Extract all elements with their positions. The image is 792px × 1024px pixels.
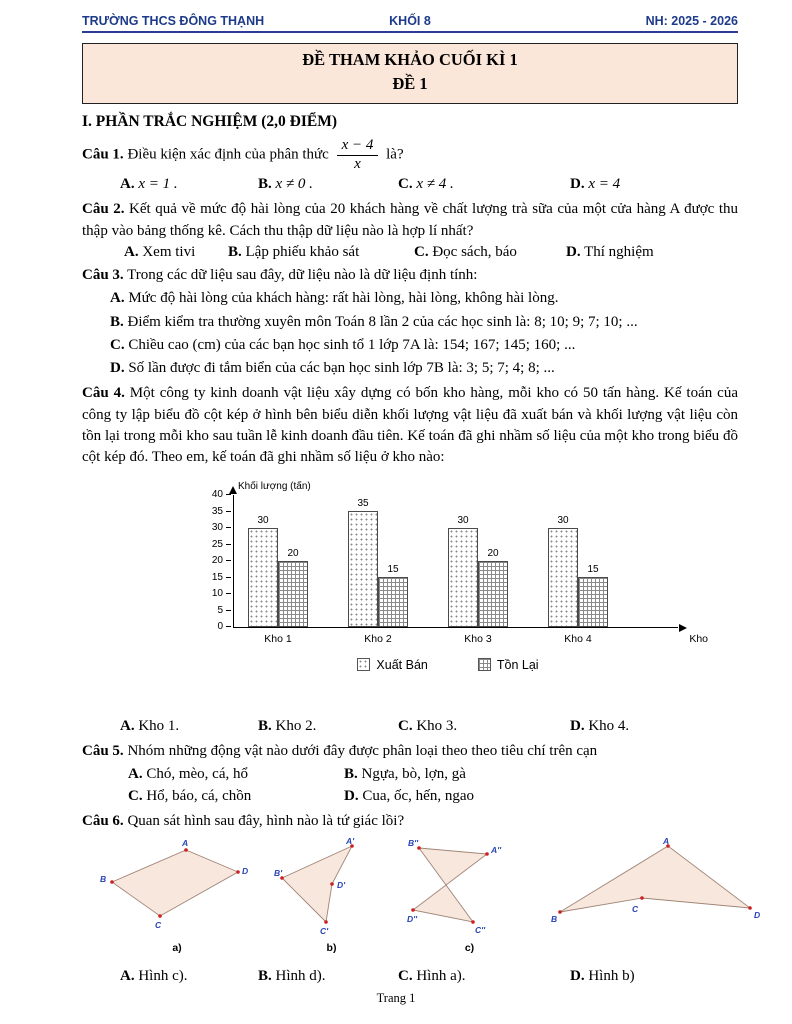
option-a-text: Xem tivi	[142, 243, 196, 260]
bar	[548, 514, 578, 627]
vertex-label: B	[551, 914, 558, 925]
bar	[448, 514, 478, 627]
option-d-label: D.	[110, 360, 125, 377]
option-b-label: B.	[110, 313, 124, 330]
option-c-text: Kho 3.	[416, 717, 458, 734]
option-d-label: D.	[344, 787, 359, 804]
y-tick: 10	[195, 588, 231, 600]
vertex-label: D	[242, 866, 249, 877]
figure-a-block	[98, 838, 256, 954]
exam-title-box	[82, 43, 738, 104]
option-a	[120, 718, 258, 735]
bar-value-label: 15	[387, 564, 399, 576]
option-d-label: D.	[566, 243, 581, 260]
legend-item	[478, 658, 539, 672]
option-d-text: Số lần được đi tắm biển của các bạn học sinh lớp 7B là: 3; 5; 7; 4; 8; ...	[128, 360, 555, 377]
option-b	[228, 244, 414, 261]
option-b	[344, 766, 738, 783]
x-axis-arrow	[679, 624, 687, 632]
school-name: TRƯỜNG THCS ĐÔNG THẠNH	[82, 14, 265, 28]
vertex-label: C''	[475, 925, 486, 936]
category-label: Kho 1	[264, 632, 292, 645]
option-c-label: C.	[398, 968, 413, 985]
question-4-text: Một công ty kinh doanh vật liệu xây dựng có bốn kho hàng, mỗi kho có 50 tấn hàng. Kế toán của công ty lập biểu đồ cột kép ở hình bên biểu diễn khối lượng vật liệu đã xuất bán và khối lượng vật liệu còn tồn lại trong mỗi kho sau tuần lễ kinh doanh đầu tiên. Kế toán đã ghi nhầm số liệu của một kho trong biểu đồ cột kép đó. Theo em, kế toán đã ghi nhầm số liệu ở kho nào:	[82, 385, 738, 466]
grade-label: KHỐI 8	[389, 14, 431, 28]
option-d	[570, 718, 629, 735]
vertex-label: C	[632, 904, 639, 915]
chart-plot	[211, 480, 708, 645]
legend-label: Tồn Lại	[496, 657, 539, 672]
question-1-label: Câu 1.	[82, 146, 124, 163]
option-b-label: B.	[258, 717, 272, 734]
option-b-label: B.	[258, 176, 272, 193]
vertex-label: A	[182, 838, 189, 849]
y-tick: 25	[195, 538, 231, 550]
vertex-label: B'	[274, 868, 283, 879]
legend-item	[357, 658, 427, 672]
question-1-text: Điều kiện xác định của phân thức	[127, 146, 329, 163]
option-d-text: Thí nghiệm	[584, 243, 654, 260]
option-d-label: D.	[570, 968, 585, 985]
bar-value-label: 35	[357, 498, 369, 510]
bar-group	[348, 498, 408, 645]
x-axis-label: Kho	[689, 632, 708, 645]
option-c-label: C.	[128, 787, 143, 804]
vertex-label: B''	[408, 838, 419, 849]
option-c	[398, 176, 570, 193]
exam-number: ĐỀ 1	[392, 73, 428, 93]
figure-b-block	[274, 838, 389, 954]
option-d	[570, 176, 620, 193]
question-6-options	[82, 968, 738, 985]
option-d-text: x = 4	[588, 176, 621, 193]
bar	[478, 547, 508, 627]
figure-b-caption: b)	[326, 942, 337, 955]
y-tick: 20	[195, 555, 231, 567]
category-label: Kho 3	[464, 632, 492, 645]
option-c-label: C.	[398, 717, 413, 734]
y-tick: 40	[195, 489, 231, 501]
question-5-options	[82, 766, 738, 805]
category-label: Kho 2	[364, 632, 392, 645]
option-b-text: Hình d).	[275, 968, 326, 985]
option-a-text: x = 1 .	[138, 176, 178, 193]
question-6-text: Quan sát hình sau đây, hình nào là tứ giác lồi?	[127, 812, 405, 829]
option-c-text: Hổ, báo, cá, chồn	[146, 787, 252, 804]
vertex-label: D''	[407, 914, 418, 925]
option-b	[258, 968, 398, 985]
vertex-label: A'	[346, 838, 355, 847]
option-b-label: B.	[344, 765, 358, 782]
option-a-label: A.	[128, 765, 143, 782]
school-year: NH: 2025 - 2026	[645, 14, 738, 28]
y-tick: 35	[195, 505, 231, 517]
option-d-text: Cua, ốc, hến, ngao	[362, 787, 474, 804]
bar-value-label: 30	[457, 514, 469, 526]
bar	[378, 564, 408, 627]
option-c-text: Hình a).	[416, 968, 466, 985]
option-b-label: B.	[258, 968, 272, 985]
fraction	[337, 138, 379, 173]
category-label: Kho 4	[564, 632, 592, 645]
bar-value-label: 30	[257, 514, 269, 526]
question-3-text: Trong các dữ liệu sau đây, dữ liệu nào là dữ liệu định tính:	[127, 266, 478, 283]
figure-a-caption: a)	[172, 942, 182, 955]
bar-value-label: 30	[557, 514, 569, 526]
page-header	[82, 14, 738, 28]
bar-group	[548, 514, 608, 645]
vertex-label: B	[100, 874, 107, 885]
bar	[278, 547, 308, 627]
option-c	[398, 968, 570, 985]
question-4-options	[82, 718, 738, 735]
option-a-text: Mức độ hài lòng của khách hàng: rất hài lòng, hài lòng, không hài lòng.	[128, 290, 559, 307]
question-6	[82, 811, 738, 832]
question-2	[82, 199, 738, 242]
question-6-figures	[82, 838, 761, 955]
option-d	[566, 244, 654, 261]
option-b-text: Ngựa, bò, lợn, gà	[361, 765, 466, 782]
option-c-label: C.	[414, 243, 429, 260]
question-3	[82, 265, 738, 286]
question-1-suffix: là?	[386, 146, 404, 163]
bar-group	[248, 514, 308, 645]
section-title: I. PHẦN TRẮC NGHIỆM (2,0 ĐIỂM)	[82, 112, 338, 130]
option-c-label: C.	[110, 336, 125, 353]
option-b	[258, 176, 398, 193]
option-c	[128, 788, 344, 805]
header-rule	[82, 31, 738, 33]
figure-d-block	[550, 838, 762, 942]
option-a-label: A.	[120, 968, 135, 985]
option-a	[120, 176, 258, 193]
y-tick: 30	[195, 522, 231, 534]
option-b-text: Kho 2.	[275, 717, 317, 734]
option-c-text: Đọc sách, báo	[432, 243, 517, 260]
legend-label: Xuất Bán	[376, 657, 428, 672]
exam-title: ĐỀ THAM KHẢO CUỐI KÌ 1	[302, 50, 518, 69]
bar	[578, 564, 608, 627]
option-a-text: Hình c).	[138, 968, 188, 985]
vertex-label: A''	[491, 845, 502, 856]
figure-a	[98, 838, 256, 936]
question-2-text: Kết quả về mức độ hài lòng của 20 khách hàng về chất lượng trà sữa của một cửa hàng A được thu thập vào bảng thống kê. Cách thu thập dữ liệu nào là hợp lí nhất?	[82, 201, 739, 239]
option-d-text: Hình b)	[588, 968, 635, 985]
question-5-text: Nhóm những động vật nào dưới đây được phân loại theo theo tiêu chí trên cạn	[127, 742, 598, 759]
figure-c-caption: c)	[464, 942, 475, 955]
question-3-label: Câu 3.	[82, 266, 124, 283]
bar-value-label: 20	[287, 547, 299, 559]
bar	[348, 498, 378, 627]
legend-swatch-icon	[478, 658, 491, 671]
fraction-denominator: x	[354, 155, 361, 172]
y-axis-label: Khối lượng (tấn)	[238, 480, 311, 492]
vertex-label: C'	[320, 926, 329, 937]
question-1	[82, 138, 738, 173]
y-tick: 5	[195, 604, 231, 616]
option-b	[258, 718, 398, 735]
warehouse-chart	[211, 480, 708, 672]
chart-legend	[233, 658, 663, 672]
fraction-numerator: x − 4	[337, 138, 379, 156]
option-c-text: Chiều cao (cm) của các bạn học sinh tổ 1 lớp 7A là: 154; 167; 145; 160; ...	[128, 336, 576, 353]
figure-b	[274, 838, 389, 936]
option-c	[414, 244, 566, 261]
option-b	[110, 312, 738, 333]
option-a-label: A.	[110, 290, 125, 307]
option-a-text: Kho 1.	[138, 717, 180, 734]
option-d	[110, 358, 738, 379]
legend-swatch-icon	[357, 658, 370, 671]
bar-value-label: 15	[587, 564, 599, 576]
figure-c-block	[407, 838, 532, 954]
option-d-label: D.	[570, 176, 585, 193]
question-1-options	[82, 176, 738, 193]
question-6-label: Câu 6.	[82, 812, 124, 829]
option-a	[110, 288, 738, 309]
vertex-label: A	[663, 838, 670, 847]
question-2-options	[82, 244, 738, 261]
option-b-text: Điểm kiểm tra thường xuyên môn Toán 8 lần 2 của các học sinh là: 8; 10; 9; 7; 10; ...	[127, 313, 638, 330]
option-a-label: A.	[120, 717, 135, 734]
option-a-text: Chó, mèo, cá, hổ	[146, 765, 248, 782]
question-5	[82, 741, 738, 762]
bar-value-label: 20	[487, 547, 499, 559]
figure-d	[550, 838, 762, 936]
option-a	[120, 968, 258, 985]
option-d-label: D.	[570, 717, 585, 734]
vertex-label: D	[754, 910, 761, 921]
option-d	[570, 968, 635, 985]
option-a-label: A.	[120, 176, 135, 193]
bar-group	[448, 514, 508, 645]
option-c-label: C.	[398, 176, 413, 193]
option-b-text: Lập phiếu khảo sát	[245, 243, 360, 260]
option-b-text: x ≠ 0 .	[275, 176, 313, 193]
question-4	[82, 383, 738, 468]
option-a	[124, 244, 228, 261]
question-5-label: Câu 5.	[82, 742, 124, 759]
vertex-label: C	[155, 920, 162, 931]
option-c	[110, 335, 738, 356]
option-a-label: A.	[124, 243, 139, 260]
option-c-text: x ≠ 4 .	[416, 176, 454, 193]
question-2-label: Câu 2.	[82, 201, 125, 218]
option-a	[128, 766, 344, 783]
option-d-text: Kho 4.	[588, 717, 630, 734]
figure-c	[407, 838, 532, 936]
question-4-label: Câu 4.	[82, 385, 125, 402]
page-number: Trang 1	[376, 991, 416, 1005]
vertex-label: D'	[337, 880, 346, 891]
option-b-label: B.	[228, 243, 242, 260]
option-c	[398, 718, 570, 735]
y-tick: 0	[195, 621, 231, 633]
option-d	[344, 788, 738, 805]
y-tick: 15	[195, 571, 231, 583]
bar	[248, 514, 278, 627]
question-3-options	[82, 288, 738, 379]
